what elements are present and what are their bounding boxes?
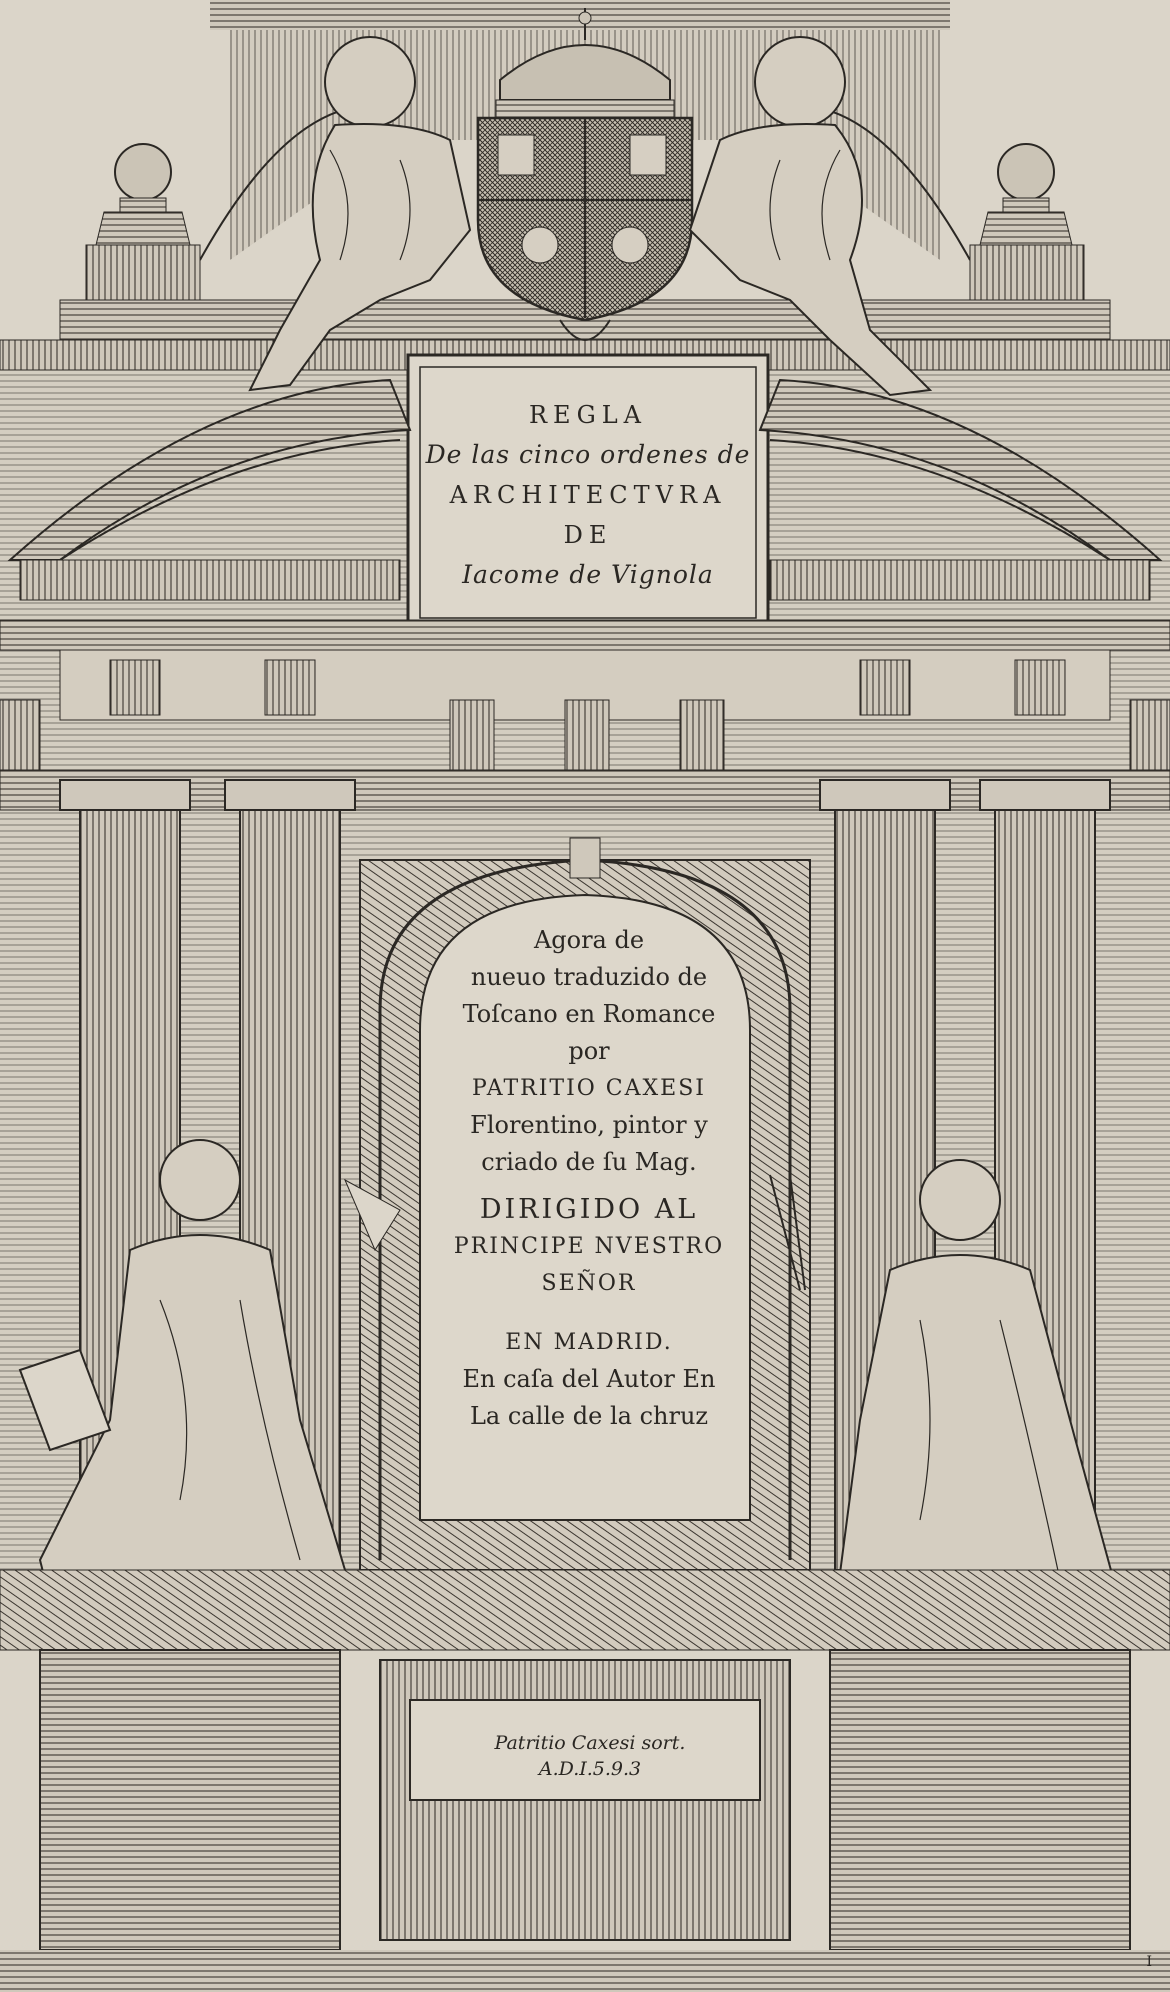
doorway-inscription [430,922,748,1435]
door-line-translator: PATRITIO CAXESI [472,1076,706,1101]
title-line-regla: REGLA [528,401,648,429]
door-line-4: por [568,1037,610,1065]
right-pedestal [830,1650,1130,1950]
door-line-6: Florentino, pintor y [470,1111,708,1139]
imprint-line-2: En caſa del Autor En [462,1365,716,1393]
imprint-line-1: EN MADRID. [505,1330,673,1355]
title-line-ordenes: De las cinco ordenes de [425,440,751,469]
page-number: I [1146,1954,1152,1970]
title-line-de: DE [563,521,613,549]
engraver-signature: Patritio Caxesi sort. [494,1732,686,1754]
dedication-line-2: PRINCIPE NVESTRO [453,1234,725,1259]
door-line-7: criado de ſu Mag. [481,1148,697,1176]
left-pedestal [40,1650,340,1950]
engraving-date: A.D.I.5.9.3 [538,1758,642,1780]
door-line-3: Toſcano en Romance [462,1000,716,1028]
door-line-1: Agora de [533,926,645,954]
title-line-author: Iacome de Vignola [462,560,714,589]
dedication-line-3: SEÑOR [541,1271,637,1296]
title-cartouche-text [420,395,756,595]
dedication-line-1: DIRIGIDO AL [479,1194,699,1225]
plinth-inscription [440,1730,740,1782]
imprint-line-3: La calle de la chruz [469,1402,709,1430]
door-line-2: nueuo traduzido de [470,963,708,991]
title-line-architectura: ARCHITECTVRA [449,481,727,509]
